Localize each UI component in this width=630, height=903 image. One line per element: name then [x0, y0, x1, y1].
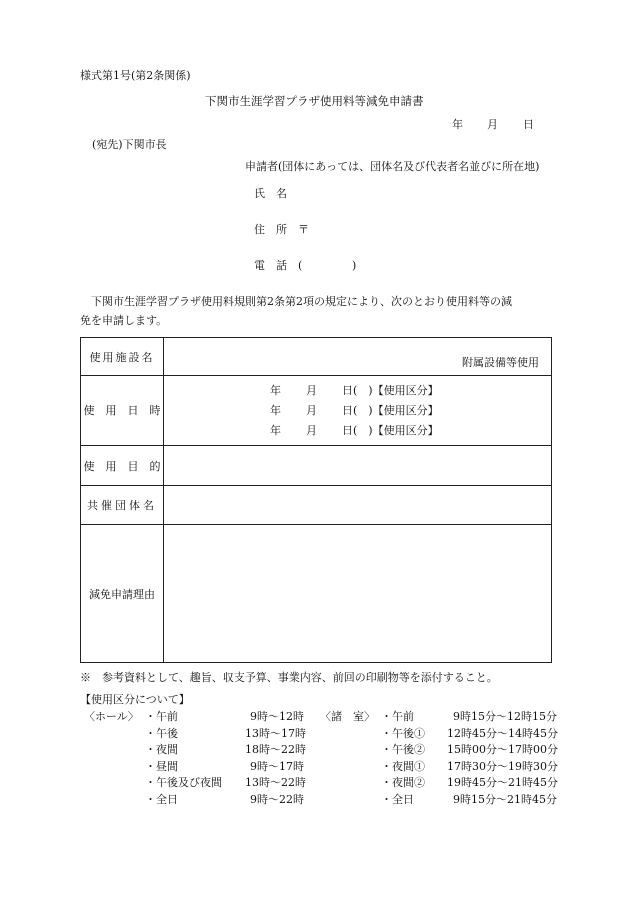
- form-number: 様式第1号(第2条関係): [80, 69, 191, 82]
- date-row-2-year: 年: [270, 404, 281, 417]
- date-row-3-year: 年: [270, 424, 281, 437]
- date-row-2-month: 月: [306, 404, 317, 417]
- body-line-2: 免を申請します。: [80, 314, 168, 327]
- room-label: 〈諸 室〉: [320, 710, 375, 723]
- reason-label: 減免申請理由: [89, 588, 155, 601]
- date-row-1-year: 年: [270, 384, 281, 397]
- usage-heading: 【使用区分について】: [80, 693, 190, 706]
- hall-slot-name: ・昼間: [145, 760, 178, 773]
- applicant-phone-close: ): [352, 259, 357, 272]
- datetime-label: 使 用 日 時: [83, 404, 161, 417]
- applicant-phone-label: 電 話 (: [254, 259, 303, 272]
- addressee: (宛先)下関市長: [92, 138, 167, 151]
- date-day: 日: [523, 118, 534, 131]
- hall-slot-name: ・夜間: [145, 743, 178, 756]
- hall-slot-time: 13時〜22時: [245, 776, 306, 789]
- facility-label: 使用施設名: [89, 351, 155, 364]
- room-slot-name: ・午後②: [381, 743, 425, 756]
- room-slot-time: 17時30分〜19時30分: [447, 760, 558, 773]
- table-row-divider: [81, 485, 551, 486]
- table-row-divider: [81, 375, 551, 376]
- hall-slot-time: 9時〜22時: [250, 793, 304, 806]
- date-row-1-day: 日( )【使用区分】: [342, 384, 439, 397]
- room-slot-name: ・夜間①: [381, 760, 425, 773]
- hall-slot-time: 18時〜22時: [245, 743, 306, 756]
- room-slot-time: 19時45分〜21時45分: [447, 776, 558, 789]
- hall-slot-name: ・午後及び夜間: [145, 776, 222, 789]
- room-slot-name: ・午後①: [381, 727, 425, 740]
- table-row-divider: [81, 524, 551, 525]
- body-line-1: 下関市生涯学習プラザ使用料規則第2条第2項の規定により、次のとおり使用料等の減: [80, 295, 512, 308]
- cosponsor-label: 共催団体名: [87, 499, 157, 512]
- hall-slot-time: 9時〜12時: [250, 710, 304, 723]
- table-column-divider: [163, 338, 164, 662]
- date-row-3-day: 日( )【使用区分】: [342, 424, 439, 437]
- applicant-name-label: 氏 名: [254, 187, 287, 200]
- date-month: 月: [487, 118, 498, 131]
- purpose-label: 使 用 目 的: [83, 460, 161, 473]
- table-row-divider: [81, 445, 551, 446]
- date-year: 年: [452, 118, 463, 131]
- room-slot-time: 12時45分〜14時45分: [447, 727, 558, 740]
- date-row-3-month: 月: [306, 424, 317, 437]
- applicant-address-label: 住 所 〒: [254, 223, 309, 236]
- document-title: 下関市生涯学習プラザ使用料等減免申請書: [205, 94, 424, 108]
- facility-note: 附属設備等使用: [462, 356, 539, 369]
- room-slot-time: 15時00分〜17時00分: [447, 743, 558, 756]
- room-slot-name: ・全日: [381, 793, 414, 806]
- attachment-note: ※ 参考資料として、趣旨、収支予算、事業内容、前回の印刷物等を添付すること。: [80, 671, 498, 684]
- date-row-1-month: 月: [306, 384, 317, 397]
- room-slot-time: 9時15分〜12時15分: [453, 710, 557, 723]
- hall-slot-time: 9時〜17時: [250, 760, 304, 773]
- hall-slot-name: ・午前: [145, 710, 178, 723]
- hall-label: 〈ホール〉: [84, 710, 139, 723]
- room-slot-name: ・夜間②: [381, 776, 425, 789]
- room-slot-name: ・午前: [381, 710, 414, 723]
- application-table: [80, 337, 552, 663]
- applicant-heading: 申請者(団体にあっては、団体名及び代表者名並びに所在地): [245, 160, 540, 173]
- room-slot-time: 9時15分〜21時45分: [453, 793, 557, 806]
- date-row-2-day: 日( )【使用区分】: [342, 404, 439, 417]
- hall-slot-name: ・午後: [145, 727, 178, 740]
- hall-slot-name: ・全日: [145, 793, 178, 806]
- hall-slot-time: 13時〜17時: [245, 727, 306, 740]
